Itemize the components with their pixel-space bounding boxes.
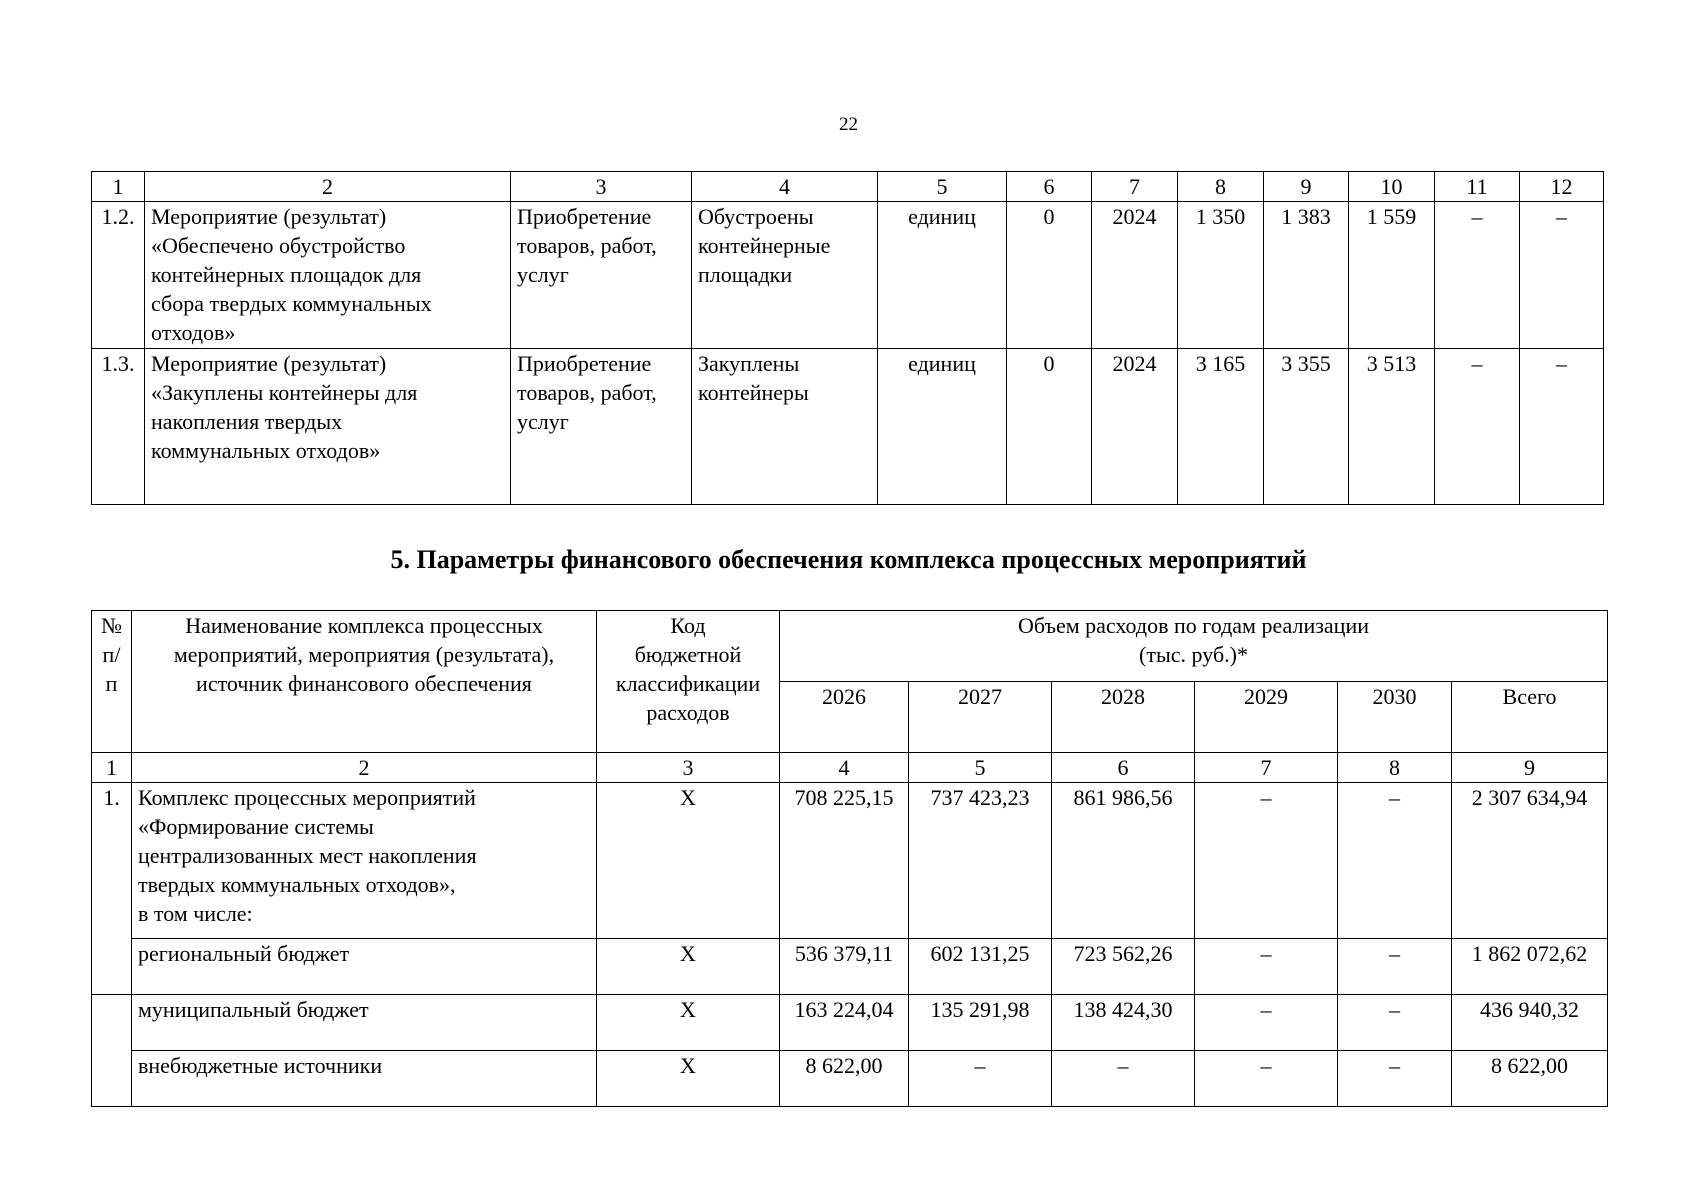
table-row xyxy=(92,783,1608,939)
value-cell: – xyxy=(1435,349,1520,505)
budget-code: Х xyxy=(597,939,780,995)
header-row xyxy=(92,611,1608,682)
text-line: площадки xyxy=(698,262,793,287)
value-cell: 861 986,56 xyxy=(1052,783,1195,939)
column-number: 2 xyxy=(145,172,511,202)
column-number: 9 xyxy=(1264,172,1349,202)
text-line: коммунальных отходов» xyxy=(151,438,381,463)
table-row xyxy=(92,939,1608,995)
text-line: бюджетной xyxy=(634,642,742,667)
row-number: 1. xyxy=(92,783,132,995)
text-line: источник финансового обеспечения xyxy=(196,671,532,696)
value-cell: 8 622,00 xyxy=(780,1051,909,1107)
financing-table xyxy=(91,610,1608,1107)
column-number: 11 xyxy=(1435,172,1520,202)
column-number: 5 xyxy=(909,753,1052,783)
column-number-row xyxy=(92,753,1608,783)
value-cell: 138 424,30 xyxy=(1052,995,1195,1051)
budget-code: Х xyxy=(597,1051,780,1107)
text-line: отходов» xyxy=(151,320,236,345)
base-year: 2024 xyxy=(1092,202,1178,349)
result-characteristic xyxy=(692,202,878,349)
value-cell: 3 513 xyxy=(1349,349,1435,505)
value-cell: 3 355 xyxy=(1264,349,1349,505)
header-total: Всего xyxy=(1452,682,1608,753)
text-line: централизованных мест накопления xyxy=(138,843,477,868)
text-line: в том числе: xyxy=(138,901,253,926)
column-number: 6 xyxy=(1007,172,1092,202)
text-line: Приобретение xyxy=(517,204,652,229)
value-cell: – xyxy=(1520,349,1604,505)
value-cell: – xyxy=(1435,202,1520,349)
text-line: Комплекс процессных мероприятий xyxy=(138,785,476,810)
total-cell: 2 307 634,94 xyxy=(1452,783,1608,939)
text-line: Приобретение xyxy=(517,351,652,376)
row-name xyxy=(132,783,597,939)
column-number: 3 xyxy=(511,172,692,202)
results-table xyxy=(91,171,1604,505)
base-value: 0 xyxy=(1007,349,1092,505)
table-row xyxy=(92,349,1604,505)
value-cell: 602 131,25 xyxy=(909,939,1052,995)
text-line: накопления твердых xyxy=(151,409,343,434)
value-cell: 723 562,26 xyxy=(1052,939,1195,995)
value-cell: 737 423,23 xyxy=(909,783,1052,939)
budget-code: Х xyxy=(597,783,780,939)
column-number: 9 xyxy=(1452,753,1608,783)
unit: единиц xyxy=(878,202,1007,349)
text-line: Код xyxy=(670,613,706,638)
column-number: 10 xyxy=(1349,172,1435,202)
table-row xyxy=(92,202,1604,349)
value-cell: – xyxy=(1195,939,1338,995)
text-line: Закуплены xyxy=(698,351,800,376)
column-number: 4 xyxy=(780,753,909,783)
text-line: контейнеры xyxy=(698,380,809,405)
text-line: п/п xyxy=(102,642,121,696)
value-cell: – xyxy=(1195,1051,1338,1107)
page-number: 22 xyxy=(839,114,858,135)
row-number: 1.2. xyxy=(92,202,145,349)
text-line: расходов xyxy=(646,700,730,725)
value-cell: 135 291,98 xyxy=(909,995,1052,1051)
text-line: услуг xyxy=(517,262,569,287)
row-name: внебюджетные источники xyxy=(132,1051,597,1107)
row-number-empty xyxy=(92,995,132,1107)
value-cell: – xyxy=(1338,939,1452,995)
text-line: «Закуплены контейнеры для xyxy=(151,380,418,405)
result-type xyxy=(511,349,692,505)
text-line: Объем расходов по годам реализации xyxy=(1018,613,1369,638)
column-number: 4 xyxy=(692,172,878,202)
header-year: 2028 xyxy=(1052,682,1195,753)
text-line: мероприятий, мероприятия (результата), xyxy=(173,642,555,667)
text-line: № xyxy=(101,613,122,638)
total-cell: 8 622,00 xyxy=(1452,1051,1608,1107)
total-cell: 1 862 072,62 xyxy=(1452,939,1608,995)
value-cell: – xyxy=(1338,995,1452,1051)
budget-code: Х xyxy=(597,995,780,1051)
result-type xyxy=(511,202,692,349)
value-cell: – xyxy=(1520,202,1604,349)
header-year: 2029 xyxy=(1195,682,1338,753)
value-cell: – xyxy=(1195,995,1338,1051)
column-number: 8 xyxy=(1178,172,1264,202)
header-code xyxy=(597,611,780,753)
column-number: 7 xyxy=(1195,753,1338,783)
value-cell: 708 225,15 xyxy=(780,783,909,939)
text-line: классификации xyxy=(615,671,761,696)
result-characteristic xyxy=(692,349,878,505)
column-number: 1 xyxy=(92,172,145,202)
text-line: Мероприятие (результат) xyxy=(151,204,387,229)
text-line: «Обеспечено обустройство xyxy=(151,233,406,258)
text-line: контейнерные xyxy=(698,233,831,258)
value-cell: 1 559 xyxy=(1349,202,1435,349)
result-name xyxy=(145,202,511,349)
value-cell: – xyxy=(1338,783,1452,939)
row-name: региональный бюджет xyxy=(132,939,597,995)
unit: единиц xyxy=(878,349,1007,505)
value-cell: 1 383 xyxy=(1264,202,1349,349)
value-cell: – xyxy=(1195,783,1338,939)
header-year: 2026 xyxy=(780,682,909,753)
header-year: 2030 xyxy=(1338,682,1452,753)
column-number: 7 xyxy=(1092,172,1178,202)
text-line: Мероприятие (результат) xyxy=(151,351,387,376)
column-number-row xyxy=(92,172,1604,202)
text-line: (тыс. руб.)* xyxy=(1139,642,1248,667)
header-num xyxy=(92,611,132,753)
header-volume xyxy=(780,611,1608,682)
text-line: «Формирование системы xyxy=(138,814,374,839)
text-line: Наименование комплекса процессных xyxy=(185,613,543,638)
row-name: муниципальный бюджет xyxy=(132,995,597,1051)
column-number: 1 xyxy=(92,753,132,783)
result-name xyxy=(145,349,511,505)
column-number: 2 xyxy=(132,753,597,783)
value-cell: 163 224,04 xyxy=(780,995,909,1051)
text-line: товаров, работ, xyxy=(517,380,657,405)
value-cell: 1 350 xyxy=(1178,202,1264,349)
base-year: 2024 xyxy=(1092,349,1178,505)
text-line: твердых коммунальных отходов», xyxy=(138,872,456,897)
table-row xyxy=(92,995,1608,1051)
section-heading: 5. Параметры финансового обеспечения комплекса процессных мероприятий xyxy=(390,545,1307,574)
text-line: товаров, работ, xyxy=(517,233,657,258)
value-cell: – xyxy=(1052,1051,1195,1107)
table-row xyxy=(92,1051,1608,1107)
text-line: сбора твердых коммунальных xyxy=(151,291,432,316)
total-cell: 436 940,32 xyxy=(1452,995,1608,1051)
value-cell: 3 165 xyxy=(1178,349,1264,505)
value-cell: – xyxy=(909,1051,1052,1107)
column-number: 12 xyxy=(1520,172,1604,202)
text-line: услуг xyxy=(517,409,569,434)
column-number: 6 xyxy=(1052,753,1195,783)
base-value: 0 xyxy=(1007,202,1092,349)
text-line: контейнерных площадок для xyxy=(151,262,422,287)
text-line: Обустроены xyxy=(698,204,814,229)
column-number: 3 xyxy=(597,753,780,783)
value-cell: 536 379,11 xyxy=(780,939,909,995)
column-number: 5 xyxy=(878,172,1007,202)
row-number: 1.3. xyxy=(92,349,145,505)
header-year: 2027 xyxy=(909,682,1052,753)
column-number: 8 xyxy=(1338,753,1452,783)
header-name xyxy=(132,611,597,753)
value-cell: – xyxy=(1338,1051,1452,1107)
